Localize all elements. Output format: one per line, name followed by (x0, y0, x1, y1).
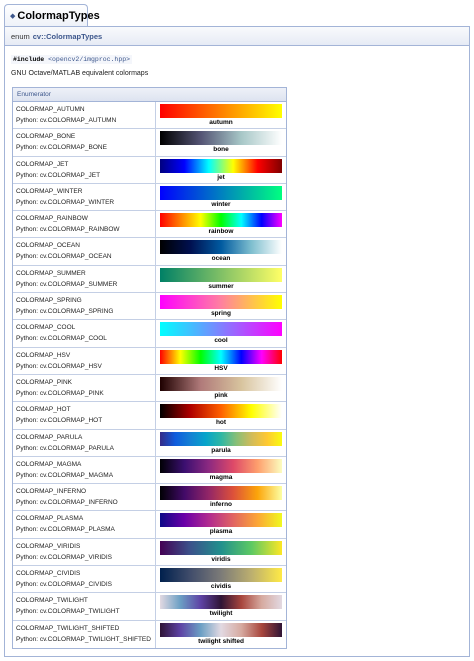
enumerator-python-name: Python: cv.COLORMAP_HSV (16, 362, 102, 370)
enumerator-name: COLORMAP_BONE (16, 133, 76, 141)
colormap-swatch (160, 350, 282, 364)
enumerator-name: COLORMAP_HSV (16, 351, 71, 359)
colormap-preview-cell (156, 511, 286, 537)
table-header: Enumerator (13, 88, 286, 102)
colormap-label: twilight (209, 610, 233, 618)
enumerator-python-name: Python: cv.COLORMAP_WINTER (16, 198, 115, 206)
colormap-label: jet (217, 173, 225, 181)
colormap-swatch (160, 377, 282, 391)
colormap-label: pink (214, 391, 228, 399)
colormap-preview-cell (156, 593, 286, 619)
include-file-link[interactable]: <opencv2/imgproc.hpp> (48, 56, 131, 63)
enumerator-name: COLORMAP_OCEAN (16, 242, 80, 250)
enumerator-table (12, 87, 287, 649)
enumerator-python-name: Python: cv.COLORMAP_MAGMA (16, 471, 114, 479)
enumerator-name-cell (13, 157, 156, 183)
colormap-preview-cell (156, 211, 286, 237)
enumerator-name: COLORMAP_PINK (16, 378, 72, 386)
table-row (13, 539, 286, 566)
colormap-swatch (160, 104, 282, 118)
colormap-swatch (160, 240, 282, 254)
table-row (13, 266, 286, 293)
colormap-swatch (160, 432, 282, 446)
table-row (13, 593, 286, 620)
colormap-preview-cell (156, 430, 286, 456)
include-keyword: #include (13, 56, 45, 63)
enumerator-name-cell (13, 348, 156, 374)
colormap-swatch (160, 541, 282, 555)
colormap-preview-cell (156, 157, 286, 183)
colormap-swatch (160, 213, 282, 227)
enum-keyword: enum (11, 31, 30, 41)
colormap-preview-cell (156, 484, 286, 510)
enumerator-name: COLORMAP_SPRING (16, 297, 82, 305)
enumerator-name-cell (13, 266, 156, 292)
colormap-swatch (160, 159, 282, 173)
colormap-label: winter (211, 200, 231, 208)
enumerator-name: COLORMAP_INFERNO (16, 488, 87, 496)
colormap-label: autumn (209, 119, 233, 126)
colormap-preview-cell (156, 457, 286, 483)
enumerator-python-name: Python: cv.COLORMAP_PINK (16, 389, 104, 397)
enumerator-python-name: Python: cv.COLORMAP_JET (16, 171, 101, 179)
enum-declaration-bar (4, 26, 470, 46)
enumerator-name-cell (13, 238, 156, 264)
colormap-label: summer (208, 282, 234, 290)
table-row (13, 430, 286, 457)
colormap-preview-cell (156, 566, 286, 592)
colormap-label: HSV (214, 364, 228, 372)
colormap-preview-cell (156, 375, 286, 401)
colormap-label: rainbow (208, 228, 234, 236)
enumerator-name: COLORMAP_SUMMER (16, 269, 86, 277)
colormap-swatch (160, 131, 282, 145)
enum-icon: ◆ (10, 12, 16, 20)
enumerator-name-cell (13, 430, 156, 456)
enumerator-python-name: Python: cv.COLORMAP_TWILIGHT_SHIFTED (16, 635, 151, 643)
enumerator-python-name: Python: cv.COLORMAP_RAINBOW (16, 226, 120, 234)
enumerator-name-cell (13, 593, 156, 619)
enumerator-name-cell (13, 129, 156, 155)
enumerator-python-name: Python: cv.COLORMAP_PARULA (16, 444, 115, 452)
enumerator-python-name: Python: cv.COLORMAP_INFERNO (16, 499, 118, 507)
table-row (13, 375, 286, 402)
table-row (13, 402, 286, 429)
colormap-label: magma (209, 473, 233, 481)
enumerator-name-cell (13, 457, 156, 483)
colormap-label: hot (215, 419, 227, 427)
colormap-label: ocean (211, 255, 231, 263)
colormap-preview-cell (156, 102, 286, 128)
table-row (13, 457, 286, 484)
table-row (13, 102, 286, 129)
enumerator-python-name: Python: cv.COLORMAP_CIVIDIS (16, 581, 112, 589)
enumerator-rows (13, 102, 286, 648)
colormap-label: twilight shifted (198, 637, 244, 645)
colormap-swatch (160, 459, 282, 473)
enumerator-name: COLORMAP_VIRIDIS (16, 542, 81, 550)
table-row (13, 320, 286, 347)
enumerator-name: COLORMAP_RAINBOW (16, 215, 88, 223)
colormap-label: inferno (209, 501, 233, 509)
colormap-label: viridis (211, 555, 231, 563)
enumerator-python-name: Python: cv.COLORMAP_OCEAN (16, 253, 112, 261)
colormap-swatch (160, 186, 282, 200)
colormap-swatch (160, 404, 282, 418)
content-panel (4, 46, 470, 657)
colormap-preview-cell (156, 266, 286, 292)
tab-strip (0, 0, 474, 26)
enumerator-name-cell (13, 375, 156, 401)
enum-description: GNU Octave/MATLAB equivalent colormaps (11, 70, 149, 77)
colormap-preview-cell (156, 129, 286, 155)
enumerator-python-name: Python: cv.COLORMAP_BONE (16, 144, 107, 152)
include-line (11, 55, 132, 64)
enumerator-name: COLORMAP_WINTER (16, 187, 83, 195)
enumerator-name: COLORMAP_HOT (16, 406, 71, 414)
table-row (13, 293, 286, 320)
colormap-swatch (160, 568, 282, 582)
enumerator-name: COLORMAP_PARULA (16, 433, 83, 441)
colormap-preview-cell (156, 184, 286, 210)
colormap-label: spring (211, 310, 231, 318)
colormap-swatch (160, 486, 282, 500)
table-row (13, 621, 286, 648)
colormap-preview-cell (156, 293, 286, 319)
table-row (13, 238, 286, 265)
colormap-label: plasma (209, 528, 233, 536)
colormap-label: parula (211, 446, 231, 454)
table-row (13, 184, 286, 211)
colormap-preview-cell (156, 320, 286, 346)
enumerator-python-name: Python: cv.COLORMAP_SUMMER (16, 280, 118, 288)
table-row (13, 566, 286, 593)
colormap-preview-cell (156, 402, 286, 428)
enumerator-name-cell (13, 566, 156, 592)
enumerator-python-name: Python: cv.COLORMAP_AUTUMN (16, 117, 117, 124)
enumerator-python-name: Python: cv.COLORMAP_SPRING (16, 308, 114, 316)
enumerator-name-cell (13, 511, 156, 537)
table-row (13, 211, 286, 238)
enumerator-name: COLORMAP_MAGMA (16, 460, 82, 468)
enumerator-name-cell (13, 211, 156, 237)
enumerator-name: COLORMAP_COOL (16, 324, 76, 332)
colormap-swatch (160, 322, 282, 336)
colormap-label: bone (213, 146, 229, 154)
enumerator-python-name: Python: cv.COLORMAP_COOL (16, 335, 107, 343)
table-row (13, 511, 286, 538)
enumerator-name-cell (13, 102, 156, 128)
colormap-preview-cell (156, 539, 286, 565)
enumerator-name-cell (13, 484, 156, 510)
enumerator-python-name: Python: cv.COLORMAP_PLASMA (16, 526, 115, 534)
colormap-swatch (160, 595, 282, 609)
enumerator-name: COLORMAP_TWILIGHT_SHIFTED (16, 624, 120, 632)
colormap-preview-cell (156, 238, 286, 264)
enumerator-name-cell (13, 293, 156, 319)
enumerator-name-cell (13, 184, 156, 210)
colormap-preview-cell (156, 621, 286, 648)
table-row (13, 348, 286, 375)
colormap-label: cividis (210, 583, 232, 591)
colormap-swatch (160, 513, 282, 527)
page-title-tab[interactable] (4, 4, 100, 26)
enumerator-name-cell (13, 402, 156, 428)
colormap-swatch (160, 268, 282, 282)
table-row (13, 129, 286, 156)
enumerator-python-name: Python: cv.COLORMAP_VIRIDIS (16, 553, 112, 561)
enumerator-name: COLORMAP_JET (16, 160, 69, 168)
page-title: ColormapTypes (17, 9, 100, 22)
enumerator-name-cell (13, 539, 156, 565)
colormap-preview-cell (156, 348, 286, 374)
table-row (13, 484, 286, 511)
enumerator-name: COLORMAP_TWILIGHT (16, 597, 88, 605)
enum-name-link[interactable]: cv::ColormapTypes (32, 31, 103, 41)
enumerator-name: COLORMAP_AUTUMN (16, 106, 85, 113)
table-row (13, 157, 286, 184)
enumerator-python-name: Python: cv.COLORMAP_HOT (16, 417, 103, 425)
colormap-swatch (160, 295, 282, 309)
enumerator-name: COLORMAP_PLASMA (16, 515, 84, 523)
enumerator-python-name: Python: cv.COLORMAP_TWILIGHT (16, 608, 120, 616)
enumerator-name-cell (13, 320, 156, 346)
colormap-label: cool (214, 337, 228, 345)
enumerator-name-cell (13, 621, 156, 648)
colormap-swatch (160, 623, 282, 637)
enumerator-name: COLORMAP_CIVIDIS (16, 570, 81, 578)
